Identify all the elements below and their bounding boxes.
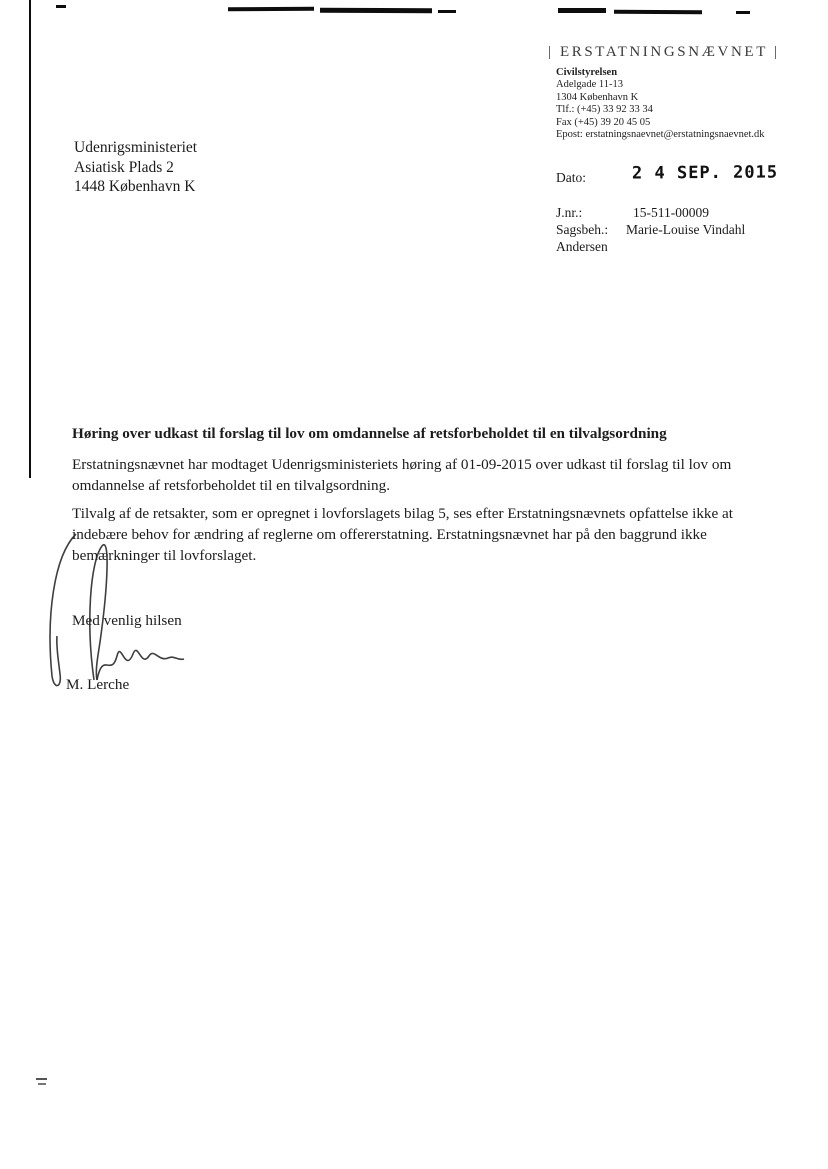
case-handler-value-line2: Andersen (556, 239, 608, 254)
recipient-line2: Asiatisk Plads 2 (74, 158, 174, 176)
letterhead-address-line2: 1304 København K (556, 91, 639, 103)
letter-closing: Med venlig hilsen (72, 612, 182, 629)
letterhead-org-name: | ERSTATNINGSNÆVNET | (548, 44, 780, 60)
scan-artifact-top (736, 11, 750, 14)
scan-artifact-top (438, 10, 456, 13)
case-number-value: 15-511-00009 (633, 205, 709, 220)
case-handler-label: Sagsbeh.: (556, 222, 609, 237)
letterhead-contact-block (556, 67, 765, 141)
recipient-address-block (74, 138, 197, 197)
letter-paragraph-2: Tilvalg af de retsakter, som er opregnet i lovforslagets bilag 5, ses efter Erstatningsnævnets opfattelse ikke at indebære behov for ændring af reglerne om offererstatning. Erstatningsnævnet har på den baggrund ikke bemærkninger til lovforslaget. (72, 505, 734, 564)
date-stamp: 2 4 SEP. 2015 (631, 162, 779, 184)
case-number-label: J.nr.: (556, 205, 583, 220)
letterhead-department: Civilstyrelsen (556, 67, 618, 78)
scan-artifact-top (614, 10, 702, 14)
signature-printed-name: M. Lerche (66, 676, 130, 693)
letterhead-email: Epost: erstatningsnaevnet@erstatningsnaevnet.dk (556, 129, 765, 141)
scan-artifact-left-edge (29, 0, 31, 478)
scan-artifact-bottom (36, 1078, 47, 1080)
letter-paragraph-1: Erstatningsnævnet har modtaget Udenrigsministeriets høring af 01-09-2015 over udkast til forslag til lov om omdannelse af retsforbeholdet til en tilvalgsordning. (72, 456, 732, 494)
scan-artifact-top (320, 8, 432, 14)
recipient-line1: Udenrigsministeriet (74, 139, 198, 156)
case-handler-value: Marie-Louise Vindahl (626, 222, 746, 237)
recipient-line3: 1448 København K (74, 178, 196, 195)
scan-artifact-bottom (38, 1083, 46, 1085)
scan-artifact-top (56, 5, 66, 8)
letterhead-phone: Tlf.: (+45) 33 92 33 34 (556, 104, 653, 116)
date-label: Dato: (556, 170, 586, 185)
scan-artifact-top (558, 8, 606, 13)
letterhead-address-line1: Adelgade 11-13 (556, 79, 623, 91)
letterhead-fax: Fax (+45) 39 20 45 05 (556, 116, 651, 128)
letter-subject-heading: Høring over udkast til forslag til lov om omdannelse af retsforbeholdet til en tilvalgsordning (72, 425, 667, 442)
scan-artifact-top (228, 7, 314, 12)
